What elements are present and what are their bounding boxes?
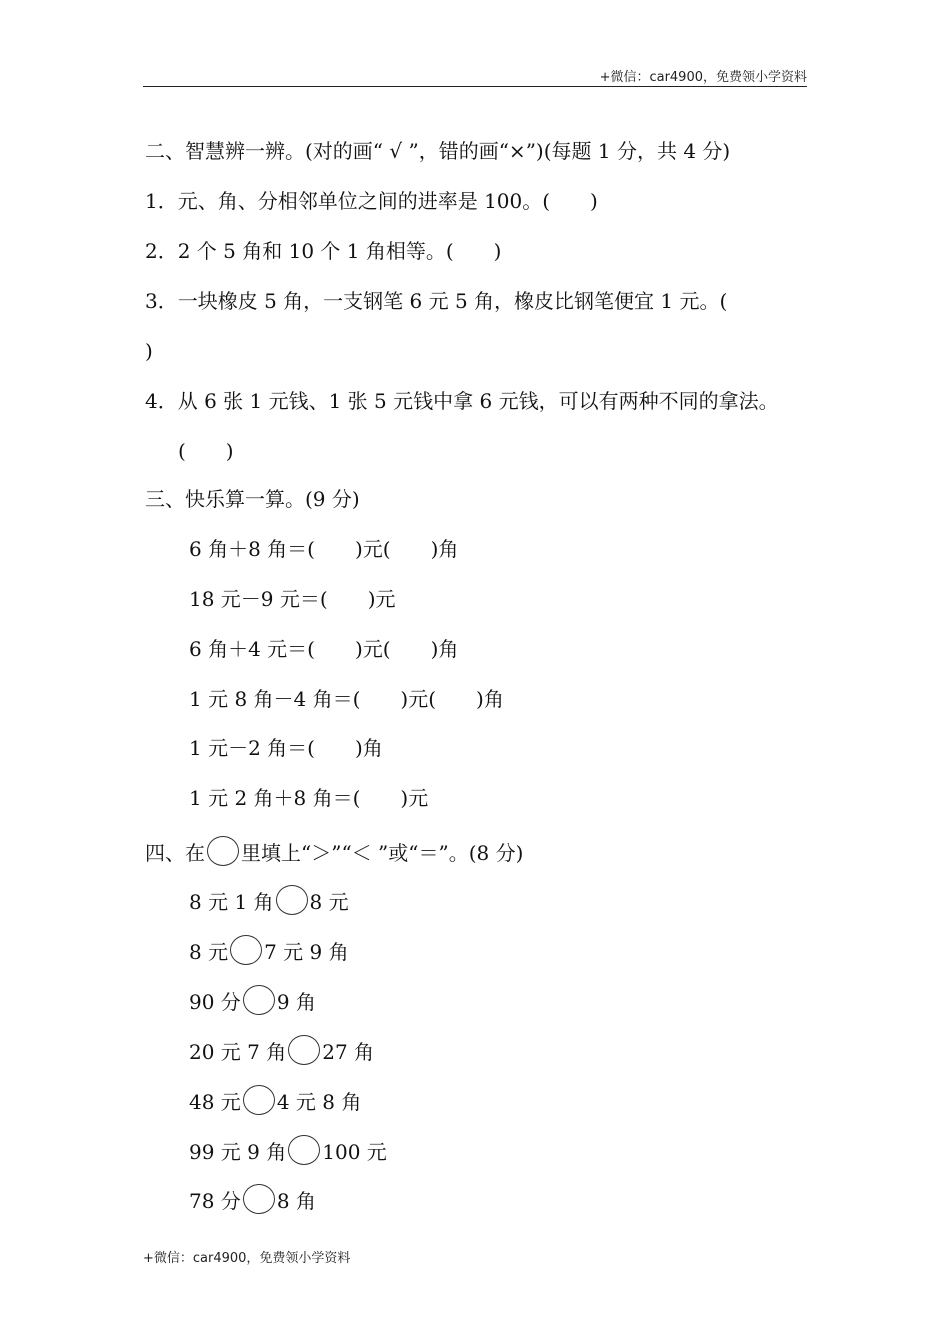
comparison-right: 9 角: [276, 990, 316, 1014]
section3-item-4: 1 元 8 角－4 角＝( )元( )角: [189, 687, 504, 711]
section3-item-2: 18 元－9 元＝( )元: [189, 587, 396, 611]
comparison-row: [189, 1184, 316, 1214]
section2-title: 二、智慧辨一辨。(对的画“ √ ”，错的画“×”)(每题 1 分，共 4 分): [145, 139, 731, 163]
section2-item-3-cont: ): [145, 339, 153, 363]
comparison-left: 99 元 9 角: [189, 1140, 287, 1164]
section3-item-5: 1 元－2 角＝( )角: [189, 736, 383, 760]
section4-title-before: 四、在: [145, 841, 205, 865]
comparison-circle-blank[interactable]: [288, 1135, 320, 1165]
comparison-right: 27 角: [322, 1040, 375, 1064]
comparison-right: 8 角: [276, 1189, 316, 1213]
section2-item-1: 1．元、角、分相邻单位之间的进率是 100。( ): [145, 189, 598, 213]
section3-item-1: 6 角＋8 角＝( )元( )角: [189, 537, 459, 561]
section4-title: [145, 836, 523, 866]
comparison-row: [189, 885, 349, 915]
section3-item-6: 1 元 2 角＋8 角＝( )元: [189, 786, 429, 810]
page-footer-text: +微信：car4900，免费领小学资料: [143, 1251, 351, 1266]
section2-item-4: 4．从 6 张 1 元钱、1 张 5 元钱中拿 6 元钱，可以有两种不同的拿法。: [145, 389, 779, 413]
comparison-right: 4 元 8 角: [276, 1090, 362, 1114]
comparison-circle-blank[interactable]: [243, 1085, 275, 1115]
comparison-left: 8 元: [189, 940, 229, 964]
comparison-row: [189, 935, 349, 965]
comparison-right: 8 元: [309, 890, 349, 914]
comparison-left: 48 元: [189, 1090, 241, 1114]
section2-item-2: 2．2 个 5 角和 10 个 1 角相等。( ): [145, 239, 502, 263]
comparison-row: [189, 1085, 361, 1115]
comparison-circle-blank[interactable]: [276, 885, 308, 915]
comparison-left: 90 分: [189, 990, 241, 1014]
comparison-right: 7 元 9 角: [264, 940, 349, 964]
section3-title: 三、快乐算一算。(9 分): [145, 487, 360, 511]
comparison-circle-blank[interactable]: [230, 935, 262, 965]
comparison-circle-blank[interactable]: [243, 985, 275, 1015]
comparison-circle-blank[interactable]: [288, 1035, 320, 1065]
comparison-circle-icon: [207, 836, 239, 866]
page-header-text: +微信：car4900，免费领小学资料: [599, 70, 807, 85]
section2-item-4-blank: ( ): [178, 439, 234, 463]
section2-item-3: 3．一块橡皮 5 角，一支钢笔 6 元 5 角，橡皮比钢笔便宜 1 元。(: [145, 289, 728, 313]
comparison-right: 100 元: [322, 1140, 387, 1164]
comparison-left: 78 分: [189, 1189, 241, 1213]
comparison-row: [189, 1035, 374, 1065]
comparison-row: [189, 985, 316, 1015]
comparison-circle-blank[interactable]: [243, 1184, 275, 1214]
section3-item-3: 6 角＋4 元＝( )元( )角: [189, 637, 459, 661]
section4-title-after: 里填上“＞”“＜ ”或“＝”。(8 分): [241, 841, 524, 865]
comparison-left: 20 元 7 角: [189, 1040, 287, 1064]
header-divider: [143, 86, 807, 87]
comparison-row: [189, 1135, 387, 1165]
comparison-left: 8 元 1 角: [189, 890, 274, 914]
